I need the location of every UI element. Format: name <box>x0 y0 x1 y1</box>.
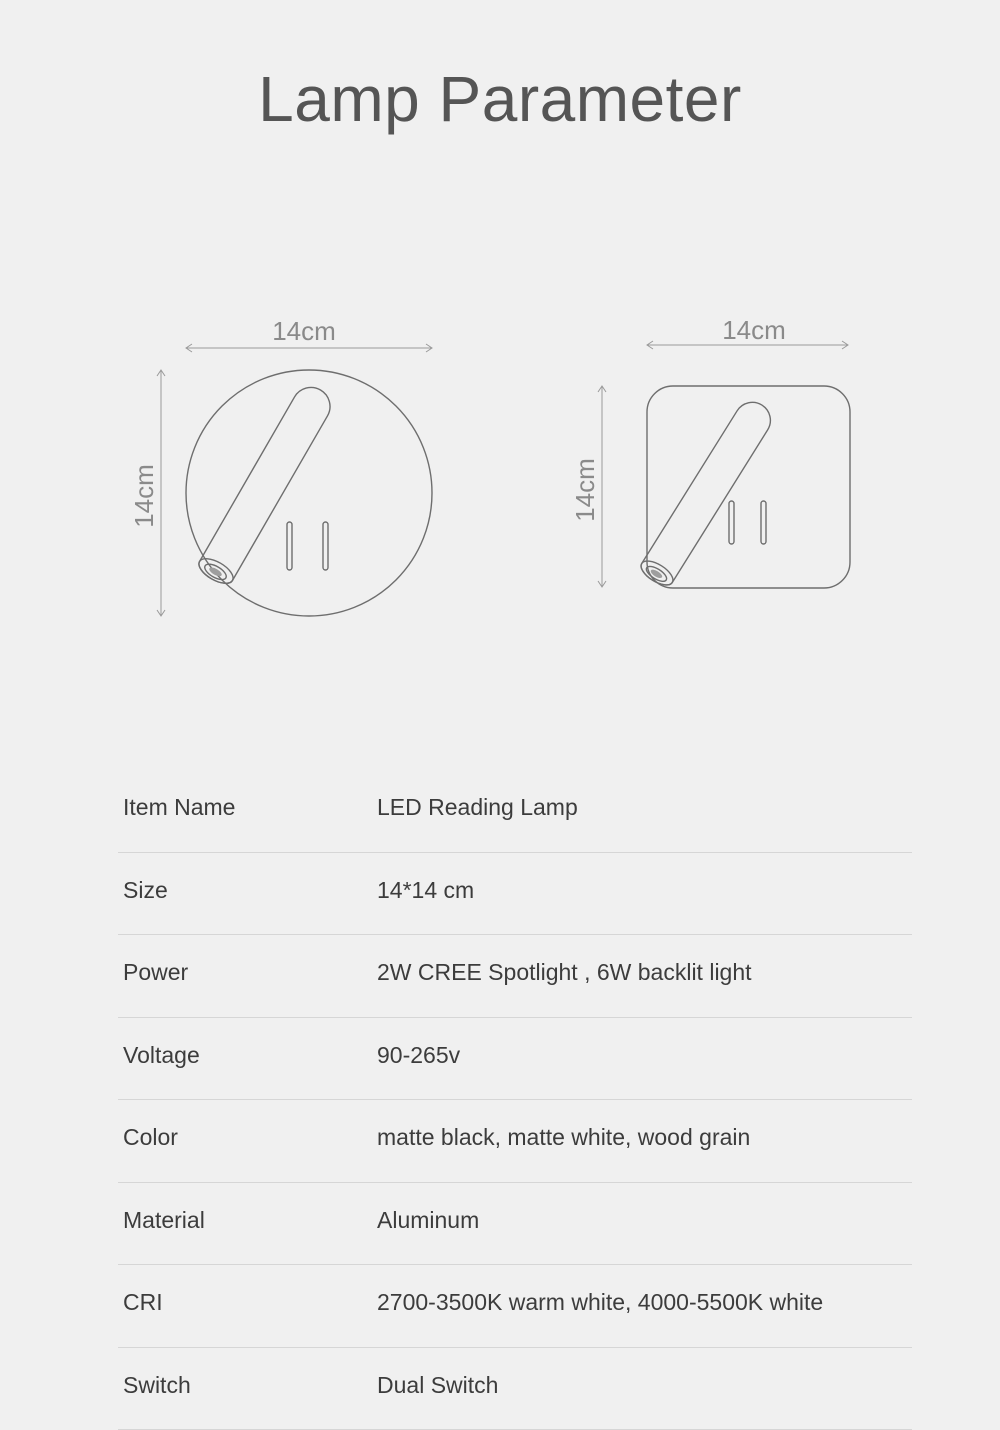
spec-value: LED Reading Lamp <box>377 794 578 821</box>
spec-label: Switch <box>123 1372 191 1399</box>
round-switch-2 <box>323 522 328 570</box>
square-width-label: 14cm <box>722 315 786 345</box>
square-lamp-diagram <box>570 315 850 590</box>
spec-label: Size <box>123 877 168 904</box>
spec-value: Dual Switch <box>377 1372 498 1399</box>
spec-label: Power <box>123 959 188 986</box>
spec-value: 2W CREE Spotlight , 6W backlit light <box>377 959 752 986</box>
spec-label: Item Name <box>123 794 235 821</box>
spec-row-cri <box>118 1265 912 1348</box>
square-height-label: 14cm <box>570 458 600 522</box>
page-title: Lamp Parameter <box>0 62 1000 136</box>
spec-row-voltage <box>118 1018 912 1101</box>
round-switch-1 <box>287 522 292 570</box>
spec-label: CRI <box>123 1289 163 1316</box>
spec-row-item-name <box>118 770 912 853</box>
spec-value: matte black, matte white, wood grain <box>377 1124 750 1151</box>
spec-row-color <box>118 1100 912 1183</box>
lamp-dimension-drawings <box>0 0 1000 700</box>
square-spotlight-arm <box>637 396 777 590</box>
spec-row-size <box>118 853 912 936</box>
spec-value: Aluminum <box>377 1207 479 1234</box>
spec-value: 2700-3500K warm white, 4000-5500K white <box>377 1289 823 1316</box>
spec-row-power <box>118 935 912 1018</box>
spec-value: 90-265v <box>377 1042 460 1069</box>
square-base-plate <box>647 386 850 588</box>
spec-label: Color <box>123 1124 178 1151</box>
spec-value: 14*14 cm <box>377 877 474 904</box>
round-width-label: 14cm <box>272 316 336 346</box>
spec-label: Material <box>123 1207 205 1234</box>
spec-row-material <box>118 1183 912 1266</box>
round-height-label: 14cm <box>129 464 159 528</box>
square-switch-1 <box>729 501 734 544</box>
spec-table <box>118 770 912 1430</box>
round-lamp-diagram <box>129 316 432 616</box>
spec-row-switch <box>118 1348 912 1430</box>
square-switch-2 <box>761 501 766 544</box>
spec-label: Voltage <box>123 1042 200 1069</box>
